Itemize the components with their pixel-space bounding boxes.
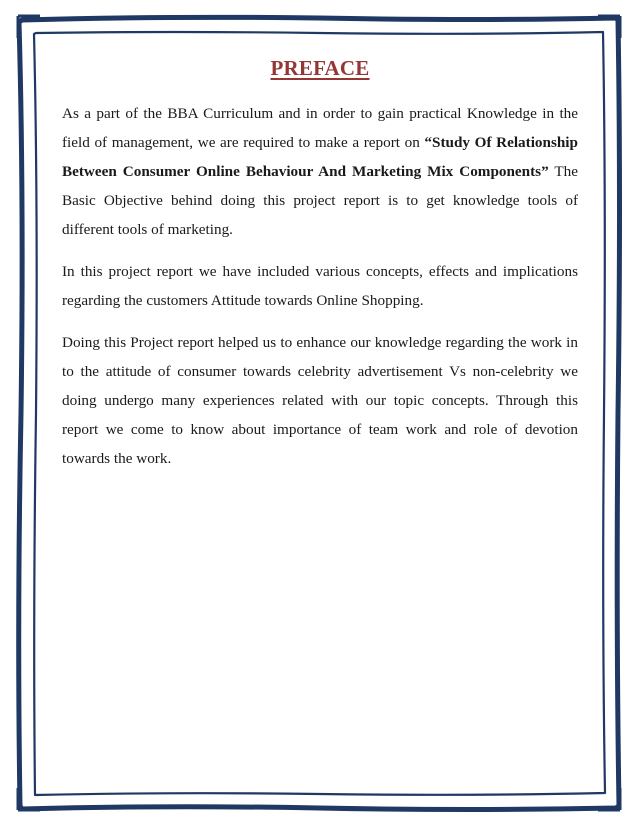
paragraph-intro-tail: The Basic Objective behind doing this project report is to get knowledge tools of different tools of marketing. [62, 163, 578, 238]
paragraph-concepts: In this project report we have included various concepts, effects and implications regarding the customers Attitude towards Online Shopping. [62, 263, 578, 309]
paragraph-intro-lead: As a part of the BBA Curriculum and in order to gain practical Knowledge in the field of management, we are required to make a report on [62, 105, 578, 151]
paragraph-learning: Doing this Project report helped us to enhance our knowledge regarding the work in to the attitude of consumer towards celebrity advertisement Vs non-celebrity we doing undergo many experiences related with our topic concepts. Through this report we come to know about importance of team work and role of devotion towards the work. [62, 334, 578, 467]
document-body [62, 56, 578, 486]
paragraph-intro [62, 99, 578, 244]
report-title-bold: “Study Of Relationship Between Consumer Online Behaviour And Marketing Mix Components” [62, 134, 578, 180]
page-title: PREFACE [270, 56, 370, 80]
